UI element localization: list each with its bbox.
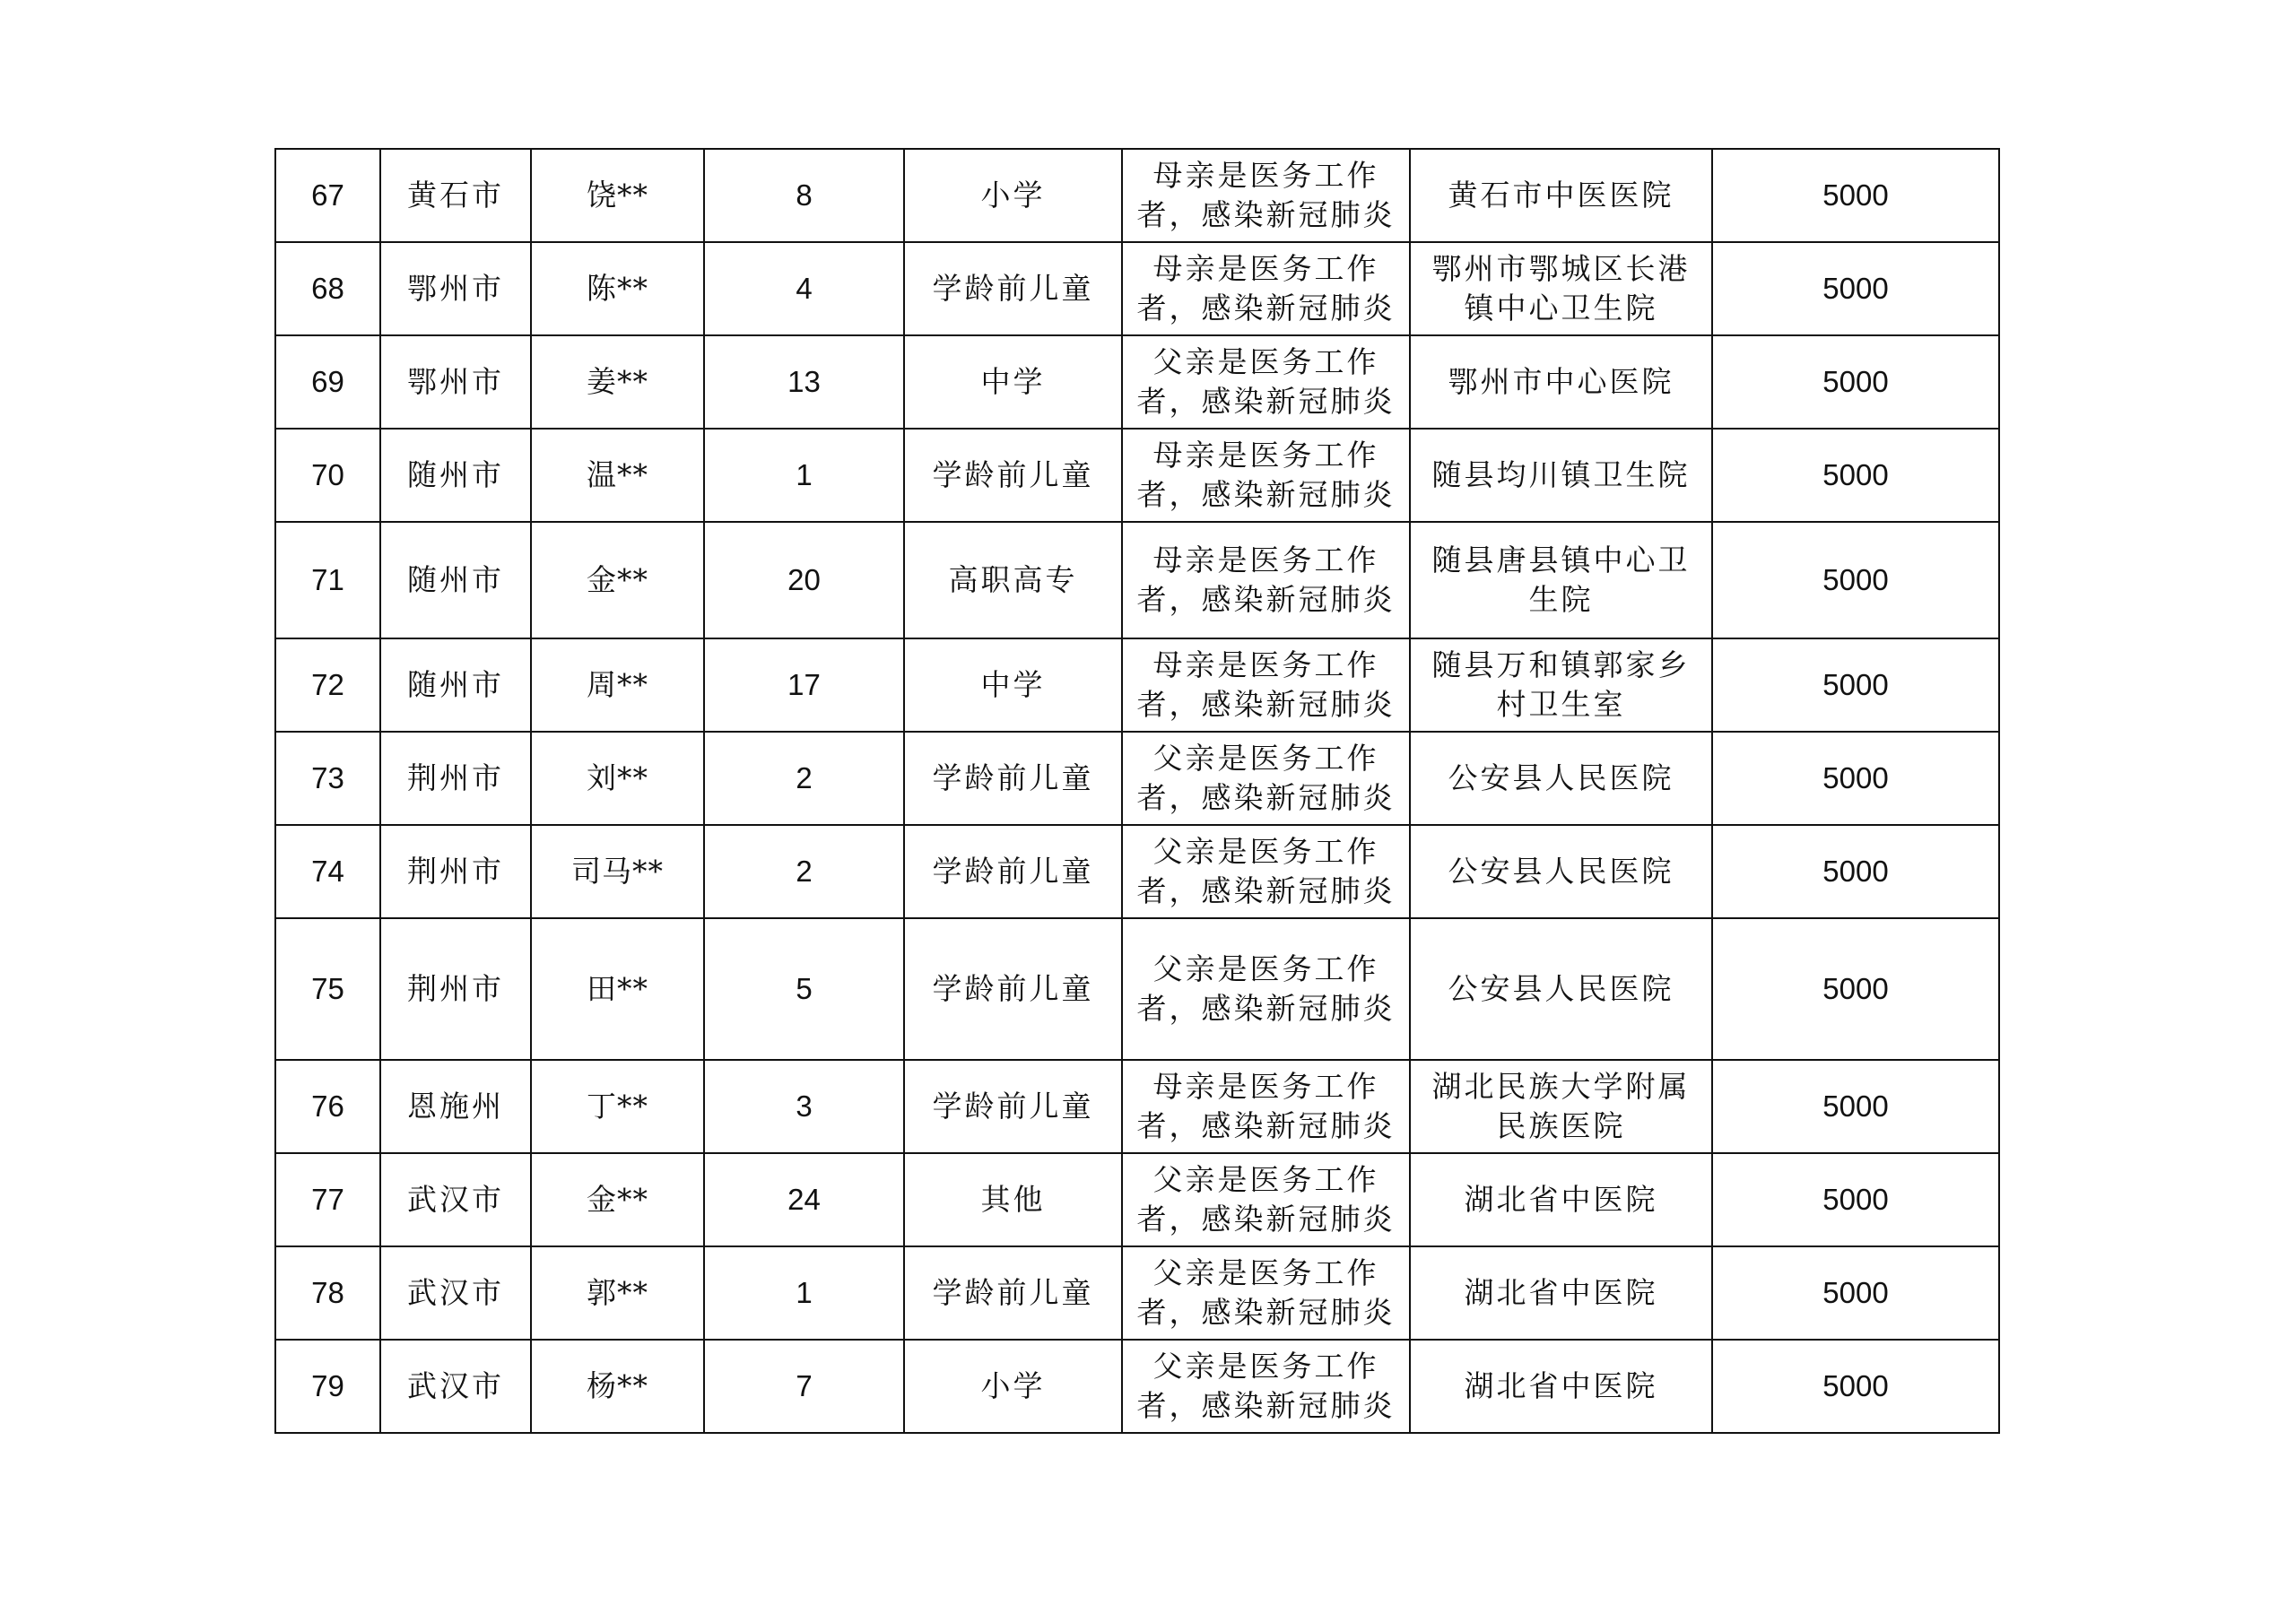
city-cell: 荆州市 [380, 918, 531, 1060]
workplace-cell: 湖北省中医院 [1410, 1153, 1712, 1246]
table-row [275, 825, 1999, 918]
age-cell: 20 [704, 522, 904, 638]
school-stage-cell: 小学 [904, 1340, 1122, 1433]
table-row [275, 242, 1999, 335]
reason-cell: 父亲是医务工作者，感染新冠肺炎 [1122, 732, 1410, 825]
city-cell: 武汉市 [380, 1153, 531, 1246]
workplace-cell: 公安县人民医院 [1410, 918, 1712, 1060]
row-number: 79 [275, 1340, 380, 1433]
child-name-cell: 刘** [531, 732, 704, 825]
school-stage-cell: 学龄前儿童 [904, 732, 1122, 825]
amount-cell: 5000 [1712, 522, 1999, 638]
workplace-cell: 公安县人民医院 [1410, 732, 1712, 825]
school-stage-cell: 学龄前儿童 [904, 825, 1122, 918]
city-cell: 鄂州市 [380, 242, 531, 335]
child-name-cell: 饶** [531, 149, 704, 242]
age-cell: 13 [704, 335, 904, 429]
city-cell: 随州市 [380, 638, 531, 732]
age-cell: 2 [704, 825, 904, 918]
amount-cell: 5000 [1712, 918, 1999, 1060]
row-number: 74 [275, 825, 380, 918]
reason-cell: 母亲是医务工作者，感染新冠肺炎 [1122, 242, 1410, 335]
child-name-cell: 陈** [531, 242, 704, 335]
row-number: 73 [275, 732, 380, 825]
child-name-cell: 姜** [531, 335, 704, 429]
workplace-cell: 湖北民族大学附属民族医院 [1410, 1060, 1712, 1153]
workplace-cell: 公安县人民医院 [1410, 825, 1712, 918]
age-cell: 4 [704, 242, 904, 335]
row-number: 75 [275, 918, 380, 1060]
child-name-cell: 司马** [531, 825, 704, 918]
amount-cell: 5000 [1712, 638, 1999, 732]
age-cell: 1 [704, 1246, 904, 1340]
age-cell: 2 [704, 732, 904, 825]
row-number: 69 [275, 335, 380, 429]
table-row [275, 429, 1999, 522]
school-stage-cell: 小学 [904, 149, 1122, 242]
row-number: 67 [275, 149, 380, 242]
reason-cell: 母亲是医务工作者，感染新冠肺炎 [1122, 522, 1410, 638]
reason-cell: 父亲是医务工作者，感染新冠肺炎 [1122, 1246, 1410, 1340]
child-name-cell: 金** [531, 1153, 704, 1246]
age-cell: 7 [704, 1340, 904, 1433]
school-stage-cell: 学龄前儿童 [904, 242, 1122, 335]
city-cell: 随州市 [380, 522, 531, 638]
row-number: 71 [275, 522, 380, 638]
row-number: 76 [275, 1060, 380, 1153]
workplace-cell: 湖北省中医院 [1410, 1246, 1712, 1340]
amount-cell: 5000 [1712, 335, 1999, 429]
table-row [275, 732, 1999, 825]
age-cell: 5 [704, 918, 904, 1060]
table-row [275, 1060, 1999, 1153]
reason-cell: 父亲是医务工作者，感染新冠肺炎 [1122, 1340, 1410, 1433]
age-cell: 8 [704, 149, 904, 242]
reason-cell: 父亲是医务工作者，感染新冠肺炎 [1122, 825, 1410, 918]
city-cell: 荆州市 [380, 732, 531, 825]
amount-cell: 5000 [1712, 825, 1999, 918]
workplace-cell: 湖北省中医院 [1410, 1340, 1712, 1433]
table-row [275, 1246, 1999, 1340]
reason-cell: 母亲是医务工作者，感染新冠肺炎 [1122, 429, 1410, 522]
city-cell: 荆州市 [380, 825, 531, 918]
table-row [275, 1340, 1999, 1433]
recipient-table-body [275, 149, 1999, 1433]
amount-cell: 5000 [1712, 242, 1999, 335]
table-row [275, 335, 1999, 429]
workplace-cell: 随县唐县镇中心卫生院 [1410, 522, 1712, 638]
table-row [275, 918, 1999, 1060]
reason-cell: 母亲是医务工作者，感染新冠肺炎 [1122, 1060, 1410, 1153]
amount-cell: 5000 [1712, 1153, 1999, 1246]
row-number: 70 [275, 429, 380, 522]
table-row [275, 638, 1999, 732]
row-number: 78 [275, 1246, 380, 1340]
school-stage-cell: 高职高专 [904, 522, 1122, 638]
reason-cell: 母亲是医务工作者，感染新冠肺炎 [1122, 149, 1410, 242]
age-cell: 24 [704, 1153, 904, 1246]
city-cell: 恩施州 [380, 1060, 531, 1153]
city-cell: 黄石市 [380, 149, 531, 242]
table-row [275, 522, 1999, 638]
school-stage-cell: 中学 [904, 638, 1122, 732]
age-cell: 3 [704, 1060, 904, 1153]
amount-cell: 5000 [1712, 1340, 1999, 1433]
reason-cell: 父亲是医务工作者，感染新冠肺炎 [1122, 335, 1410, 429]
workplace-cell: 黄石市中医医院 [1410, 149, 1712, 242]
child-name-cell: 杨** [531, 1340, 704, 1433]
reason-cell: 父亲是医务工作者，感染新冠肺炎 [1122, 918, 1410, 1060]
child-name-cell: 郭** [531, 1246, 704, 1340]
school-stage-cell: 学龄前儿童 [904, 1246, 1122, 1340]
recipient-table [274, 148, 2000, 1434]
table-row [275, 1153, 1999, 1246]
workplace-cell: 随县万和镇郭家乡村卫生室 [1410, 638, 1712, 732]
child-name-cell: 温** [531, 429, 704, 522]
workplace-cell: 鄂州市中心医院 [1410, 335, 1712, 429]
city-cell: 武汉市 [380, 1340, 531, 1433]
row-number: 72 [275, 638, 380, 732]
child-name-cell: 周** [531, 638, 704, 732]
table-row [275, 149, 1999, 242]
row-number: 68 [275, 242, 380, 335]
city-cell: 武汉市 [380, 1246, 531, 1340]
amount-cell: 5000 [1712, 429, 1999, 522]
school-stage-cell: 中学 [904, 335, 1122, 429]
workplace-cell: 随县均川镇卫生院 [1410, 429, 1712, 522]
age-cell: 1 [704, 429, 904, 522]
school-stage-cell: 学龄前儿童 [904, 918, 1122, 1060]
city-cell: 随州市 [380, 429, 531, 522]
child-name-cell: 丁** [531, 1060, 704, 1153]
reason-cell: 父亲是医务工作者，感染新冠肺炎 [1122, 1153, 1410, 1246]
row-number: 77 [275, 1153, 380, 1246]
amount-cell: 5000 [1712, 149, 1999, 242]
age-cell: 17 [704, 638, 904, 732]
school-stage-cell: 其他 [904, 1153, 1122, 1246]
reason-cell: 母亲是医务工作者，感染新冠肺炎 [1122, 638, 1410, 732]
amount-cell: 5000 [1712, 1246, 1999, 1340]
amount-cell: 5000 [1712, 732, 1999, 825]
school-stage-cell: 学龄前儿童 [904, 429, 1122, 522]
school-stage-cell: 学龄前儿童 [904, 1060, 1122, 1153]
child-name-cell: 田** [531, 918, 704, 1060]
workplace-cell: 鄂州市鄂城区长港镇中心卫生院 [1410, 242, 1712, 335]
child-name-cell: 金** [531, 522, 704, 638]
city-cell: 鄂州市 [380, 335, 531, 429]
amount-cell: 5000 [1712, 1060, 1999, 1153]
